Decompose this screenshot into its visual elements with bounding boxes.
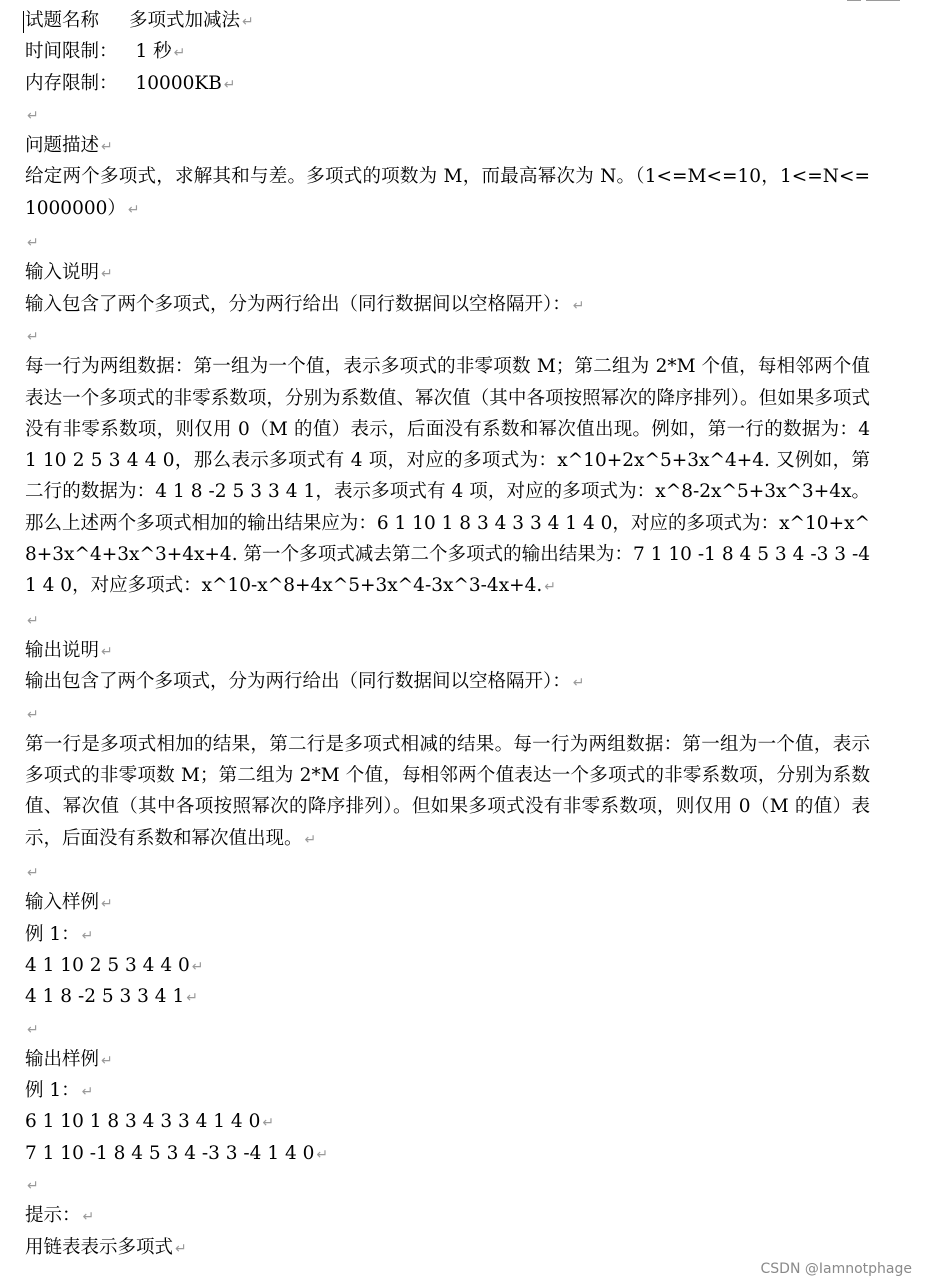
empty-line xyxy=(25,99,870,130)
paragraph-mark: ↵ xyxy=(186,990,198,1007)
sample-input-example-text: 例 1： xyxy=(25,923,80,945)
empty-line xyxy=(25,320,870,351)
paragraph-mark: ↵ xyxy=(316,1146,329,1163)
paragraph-mark: ↵ xyxy=(101,896,113,913)
output-spec-content: 第一行是多项式相加的结果，第二行是多项式相减的结果。每一行为两组数据：第一组为一个值，表示多项式的非零项数 M；第二组为 2*M 个值，每相邻两个值表达一个多项式的非零系数项，分别为系数值、幂次值（其中各项按照幂次的降序排列）。但如果多项式没有非零系数项，则仅用 0（M 的值）表示，后面没有系数和幂次值出现。 xyxy=(25,733,870,849)
time-limit-value: 1 秒 xyxy=(135,41,172,63)
paragraph-mark: ↵ xyxy=(173,45,186,62)
sample-output-example-text: 例 1： xyxy=(25,1080,80,1102)
problem-text xyxy=(25,161,870,226)
paragraph-mark: ↵ xyxy=(82,1209,95,1226)
input-intro-text: 输入包含了两个多项式，分为两行给出（同行数据间以空格隔开）： xyxy=(25,293,571,315)
sample-output-line-1 xyxy=(25,1106,870,1137)
problem-text-content: 给定两个多项式，求解其和与差。多项式的项数为 M，而最高幂次为 N。（1<=M<=10，1<=N<=1000000） xyxy=(25,166,870,219)
paragraph-mark: ↵ xyxy=(175,1240,187,1257)
paragraph-mark: ↵ xyxy=(127,201,140,218)
paragraph-mark: ↵ xyxy=(223,76,236,93)
empty-line xyxy=(25,698,870,729)
problem-heading xyxy=(25,130,870,161)
sample-input-heading xyxy=(25,887,870,918)
sample-input-line-2 xyxy=(25,981,870,1012)
sample-output-heading xyxy=(25,1044,870,1075)
paragraph-mark: ↵ xyxy=(262,1115,275,1132)
title-label: 试题名称 xyxy=(25,10,100,31)
paragraph-mark: ↵ xyxy=(27,612,39,629)
paragraph-mark: ↵ xyxy=(101,643,113,660)
paragraph-mark: ↵ xyxy=(101,1052,113,1069)
paragraph-mark: ↵ xyxy=(27,107,39,124)
page-corner-mark xyxy=(866,0,900,1)
paragraph-mark: ↵ xyxy=(27,1177,39,1194)
paragraph-mark: ↵ xyxy=(27,328,39,345)
time-limit-line xyxy=(25,36,870,67)
sample-input-line-1 xyxy=(25,950,870,981)
paragraph-mark: ↵ xyxy=(242,14,254,30)
empty-line xyxy=(25,856,870,887)
page-corner-mark xyxy=(847,0,861,1)
input-spec-text xyxy=(25,351,870,603)
paragraph-mark: ↵ xyxy=(572,297,585,314)
paragraph-mark: ↵ xyxy=(81,927,94,944)
sample-output-line-1-text: 6 1 10 1 8 3 4 3 3 4 1 4 0 xyxy=(25,1111,261,1133)
sample-output-line-2 xyxy=(25,1138,870,1169)
input-heading xyxy=(25,257,870,288)
memory-limit-line xyxy=(25,68,870,99)
paragraph-mark: ↵ xyxy=(101,266,113,283)
paragraph-mark: ↵ xyxy=(27,706,39,723)
sample-output-heading-text: 输出样例 xyxy=(25,1048,100,1070)
hint-label-line xyxy=(25,1200,870,1231)
time-limit-label: 时间限制： xyxy=(25,41,118,63)
output-heading-text: 输出说明 xyxy=(25,639,100,661)
paragraph-mark: ↵ xyxy=(191,958,204,975)
document-body[interactable] xyxy=(25,5,870,1263)
sample-input-example-label xyxy=(25,919,870,950)
hint-text: 用链表表示多项式 xyxy=(25,1236,174,1258)
sample-output-example-label xyxy=(25,1075,870,1106)
paragraph-mark: ↵ xyxy=(27,235,39,252)
memory-limit-label: 内存限制： xyxy=(25,72,118,94)
input-spec-content: 每一行为两组数据：第一组为一个值，表示多项式的非零项数 M；第二组为 2*M 个值，每相邻两个值表达一个多项式的非零系数项，分别为系数值、幂次值（其中各项按照幂次的降序排列）。但如果多项式没有非零系数项，则仅用 0（M 的值）表示，后面没有系数和幂次值出现。例如，第一行的数据为：4 1 10 2 5 3 4 4 0，那么表示多项式有 4 项，对应的多项式为：x^10+2x^5+3x^4+4. 又例如，第二行的数据为：4 1 8 -2 5 3 3 4 1，表示多项式有 4 项，对应的多项式为：x^8-2x^5+3x^3+4x。那么上述两个多项式相加的输出结果应为：6 1 10 1 8 3 4 3 3 4 1 4 0，对应的多项式为：x^10+x^8+3x^4+3x^3+4x+4. 第一个多项式减去第二个多项式的输出结果为：7 1 10 -1 8 4 5 3 4 -3 3 -4 1 4 0，对应多项式：x^10-x^8+4x^5+3x^4-3x^3-4x+4. xyxy=(25,356,870,597)
memory-limit-value: 10000KB xyxy=(135,72,222,94)
empty-line xyxy=(25,1013,870,1044)
empty-line xyxy=(25,226,870,257)
problem-heading-text: 问题描述 xyxy=(25,135,100,157)
paragraph-mark: ↵ xyxy=(544,579,557,596)
paragraph-mark: ↵ xyxy=(81,1084,94,1101)
paragraph-mark: ↵ xyxy=(304,831,317,848)
sample-input-line-2-text: 4 1 8 -2 5 3 3 4 1 xyxy=(25,986,185,1008)
output-spec-text xyxy=(25,729,870,856)
paragraph-mark: ↵ xyxy=(101,139,113,156)
output-heading xyxy=(25,635,870,666)
empty-line xyxy=(25,1169,870,1200)
paragraph-mark: ↵ xyxy=(27,865,39,882)
output-intro xyxy=(25,666,870,697)
sample-output-line-2-text: 7 1 10 -1 8 4 5 3 4 -3 3 -4 1 4 0 xyxy=(25,1142,315,1164)
text-cursor xyxy=(23,11,24,33)
input-intro xyxy=(25,289,870,320)
paragraph-mark: ↵ xyxy=(27,1021,39,1038)
watermark: CSDN @Iamnotphage xyxy=(760,1261,912,1277)
hint-text-line xyxy=(25,1232,870,1263)
sample-input-line-1-text: 4 1 10 2 5 3 4 4 0 xyxy=(25,954,190,976)
empty-line xyxy=(25,604,870,635)
title-value: 多项式加减法 xyxy=(129,10,241,31)
input-heading-text: 输入说明 xyxy=(25,262,100,284)
paragraph-mark: ↵ xyxy=(572,675,585,692)
hint-label: 提示： xyxy=(25,1205,81,1227)
output-intro-text: 输出包含了两个多项式，分为两行给出（同行数据间以空格隔开）： xyxy=(25,671,571,693)
sample-input-heading-text: 输入样例 xyxy=(25,892,100,914)
title-line xyxy=(25,5,870,36)
